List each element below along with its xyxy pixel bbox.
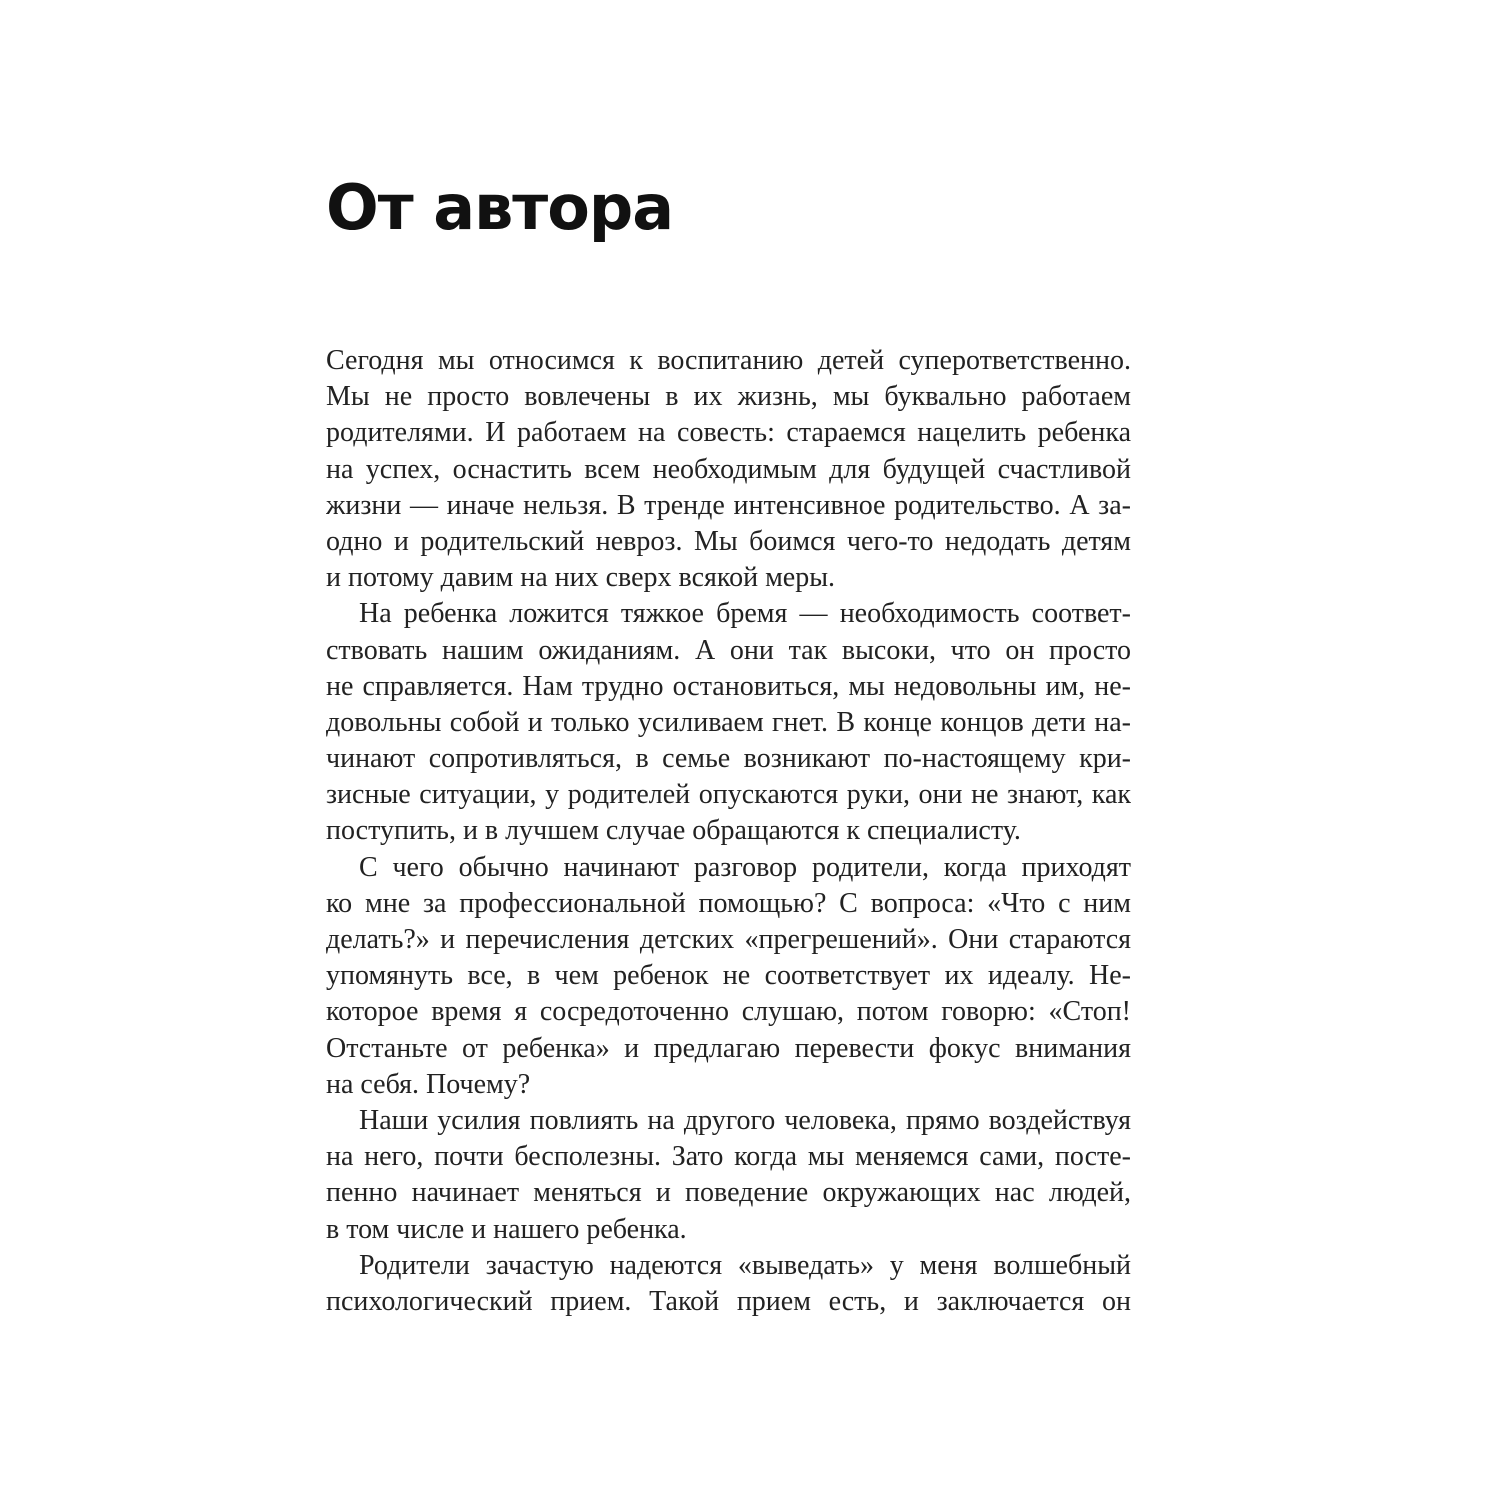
chapter-title: От автора bbox=[326, 171, 674, 244]
text-line: Наши усилия повлиять на другого человека, прямо воздействуя bbox=[359, 1104, 1131, 1136]
text-line: психологический прием. Такой прием есть, и заключается он bbox=[326, 1285, 1131, 1317]
text-line: Мы не просто вовлечены в их жизнь, мы буквально работаем bbox=[326, 381, 1131, 413]
text-line: одно и родительский невроз. Мы боимся чего-то недодать детям bbox=[326, 525, 1131, 557]
text-line: в том числе и нашего ребенка. bbox=[326, 1213, 687, 1245]
text-line: С чего обычно начинают разговор родители, когда приходят bbox=[359, 851, 1131, 883]
text-line: не справляется. Нам трудно остановиться, мы недовольны им, не- bbox=[326, 670, 1131, 702]
text-line: довольны собой и только усиливаем гнет. В конце концов дети на- bbox=[326, 706, 1131, 738]
text-line: которое время я сосредоточенно слушаю, потом говорю: «Стоп! bbox=[326, 996, 1131, 1028]
text-line: чинают сопротивляться, в семье возникают по-настоящему кри- bbox=[326, 743, 1131, 775]
text-line: ко мне за профессиональной помощью? С вопроса: «Что с ним bbox=[326, 887, 1131, 919]
text-line: на него, почти бесполезны. Зато когда мы меняемся сами, посте- bbox=[326, 1141, 1131, 1173]
text-line: Сегодня мы относимся к воспитанию детей суперответственно. bbox=[326, 345, 1131, 376]
text-line: и потому давим на них сверх всякой меры. bbox=[326, 562, 836, 594]
text-line: родителями. И работаем на совесть: стараемся нацелить ребенка bbox=[326, 417, 1131, 449]
text-line: поступить, и в лучшем случае обращаются к специалисту. bbox=[326, 815, 1021, 847]
text-line: На ребенка ложится тяжкое бремя — необходимость соответ- bbox=[359, 598, 1131, 630]
body-text bbox=[326, 343, 1131, 1320]
text-line: Отстаньте от ребенка» и предлагаю перевести фокус внимания bbox=[326, 1032, 1131, 1064]
text-line: жизни — иначе нельзя. В тренде интенсивное родительство. А за- bbox=[326, 489, 1131, 521]
text-line: Родители зачастую надеются «выведать» у меня волшебный bbox=[359, 1249, 1131, 1281]
text-line: на успех, оснастить всем необходимым для будущей счастливой bbox=[326, 453, 1131, 485]
text-line: упомянуть все, в чем ребенок не соответствует их идеалу. Не- bbox=[326, 960, 1131, 992]
text-line: ствовать нашим ожиданиям. А они так высоки, что он просто bbox=[326, 634, 1131, 666]
text-line: пенно начинает меняться и поведение окружающих нас людей, bbox=[326, 1177, 1131, 1209]
text-line: на себя. Почему? bbox=[326, 1068, 531, 1100]
text-line: делать?» и перечисления детских «прегрешений». Они стараются bbox=[326, 924, 1131, 955]
text-line: зисные ситуации, у родителей опускаются руки, они не знают, как bbox=[326, 779, 1131, 811]
